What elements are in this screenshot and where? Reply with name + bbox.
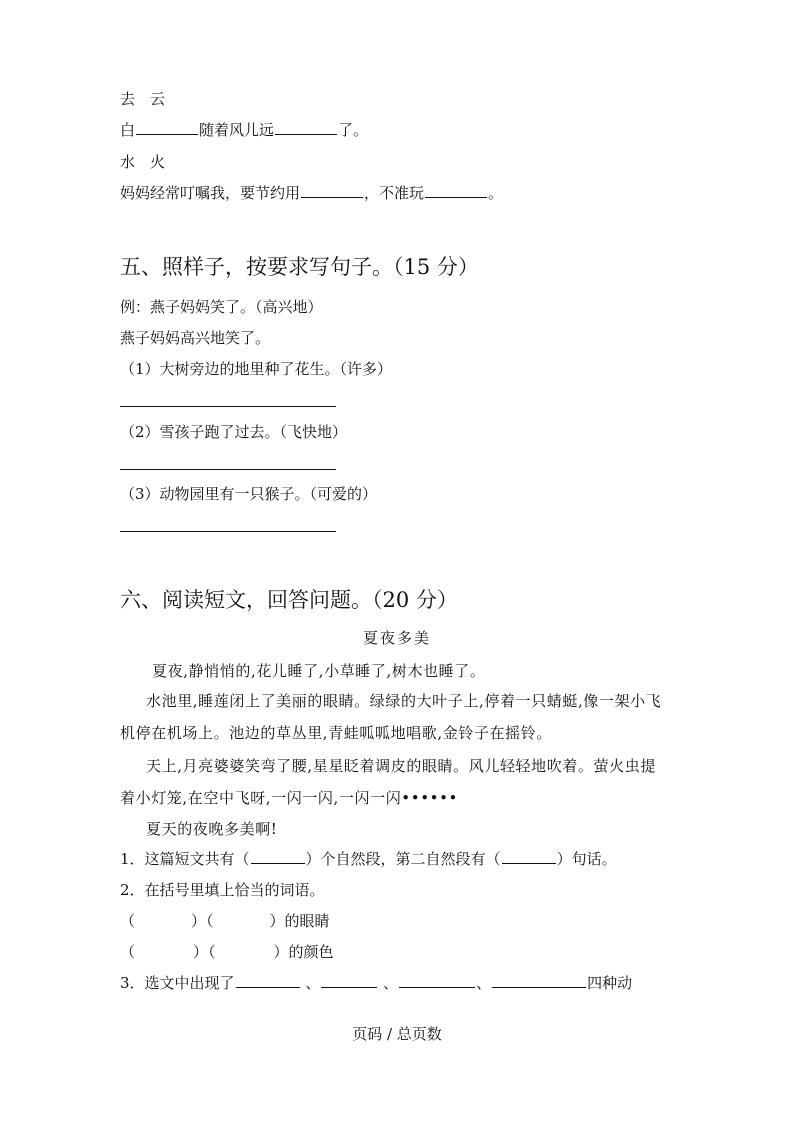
story-paragraph-2-line-1: 水池里,睡莲闭上了美丽的眼睛。绿绿的大叶子上,停着一只蜻蜓,像一架小飞	[146, 692, 662, 710]
answer-line-2[interactable]	[120, 469, 336, 470]
question-1-part-c: ）句话。	[556, 850, 617, 868]
question-3-part-a: 3．选文中出现了	[120, 974, 235, 992]
answer-blank[interactable]	[399, 973, 475, 988]
answer-line-1[interactable]	[120, 406, 336, 407]
fill-sentence-1-part-c: 了。	[338, 121, 369, 139]
question-3-part-b: 、	[300, 974, 321, 992]
fill-sentence-1	[120, 120, 368, 140]
q2-line2-part-c: ）的颜色	[273, 943, 334, 961]
answer-line-3[interactable]	[120, 531, 336, 532]
answer-blank[interactable]	[136, 120, 198, 135]
question-3-part-d: 、	[476, 974, 492, 992]
question-2: 2．在括号里填上恰当的词语。	[120, 881, 325, 899]
q2-line1-part-b: ）（	[191, 912, 214, 930]
fill-sentence-1-part-b: 随着风儿远	[199, 121, 275, 139]
fill-sentence-2-part-b: ，不准玩	[364, 184, 425, 202]
word-pair-1: 去 云	[120, 90, 166, 108]
story-paragraph-4: 夏天的夜晚多美啊!	[146, 820, 278, 838]
question-1	[120, 849, 617, 869]
question-1-part-b: ）个自然段，第二自然段有（	[305, 850, 501, 868]
answer-blank[interactable]	[251, 849, 305, 864]
question-3	[120, 973, 632, 993]
fill-sentence-1-part-a: 白	[120, 121, 136, 139]
fill-sentence-2	[120, 183, 503, 203]
story-paragraph-3-line-2: 着小灯笼,在空中飞呀,一闪一闪,一闪一闪••••••	[120, 789, 458, 807]
question-1-part-a: 1．这篇短文共有（	[120, 850, 250, 868]
story-paragraph-2-line-2: 机停在机场上。池边的草丛里,青蛙呱呱地唱歌,金铃子在摇铃。	[120, 724, 552, 742]
answer-blank[interactable]	[502, 849, 556, 864]
section-5-example: 例：燕子妈妈笑了。（高兴地）	[120, 298, 323, 316]
section-5-item-3: （3）动物园里有一只猴子。（可爱的）	[120, 485, 378, 503]
question-3-part-e: 四种动	[587, 974, 633, 992]
section-5-heading: 五、照样子，按要求写句子。（15 分）	[120, 255, 479, 279]
q2-line1-part-c: ）的眼睛	[269, 912, 330, 930]
answer-blank[interactable]	[321, 973, 377, 988]
section-6-heading: 六、阅读短文，回答问题。（20 分）	[120, 588, 458, 612]
story-paragraph-1: 夏夜,静悄悄的,花儿睡了,小草睡了,树木也睡了。	[152, 662, 486, 680]
question-3-part-c: 、	[378, 974, 399, 992]
word-pair-2: 水 火	[120, 153, 166, 171]
story-title: 夏夜多美	[362, 629, 431, 647]
answer-blank[interactable]	[275, 120, 337, 135]
answer-blank[interactable]	[492, 973, 586, 988]
story-paragraph-3-line-1: 天上,月亮婆婆笑弯了腰,星星眨着调皮的眼睛。风儿轻轻地吹着。萤火虫提	[146, 757, 656, 775]
q2-line2-part-a: （	[120, 943, 136, 961]
q2-line1-part-a: （	[120, 912, 136, 930]
section-5-example-answer: 燕子妈妈高兴地笑了。	[120, 329, 271, 347]
q2-line2-part-b: ）（	[193, 943, 216, 961]
answer-blank[interactable]	[301, 183, 363, 198]
question-2-line-1	[120, 911, 330, 931]
page-footer: 页码 / 总页数	[352, 1025, 442, 1043]
answer-blank[interactable]	[425, 183, 487, 198]
fill-sentence-2-part-a: 妈妈经常叮嘱我，要节约用	[120, 184, 301, 202]
fill-sentence-2-part-c: 。	[488, 184, 504, 202]
answer-blank[interactable]	[236, 973, 300, 988]
section-5-item-2: （2）雪孩子跑了过去。（飞快地）	[120, 423, 348, 441]
section-5-item-1: （1）大树旁边的地里种了花生。（许多）	[120, 360, 393, 378]
question-2-line-2	[120, 942, 334, 962]
